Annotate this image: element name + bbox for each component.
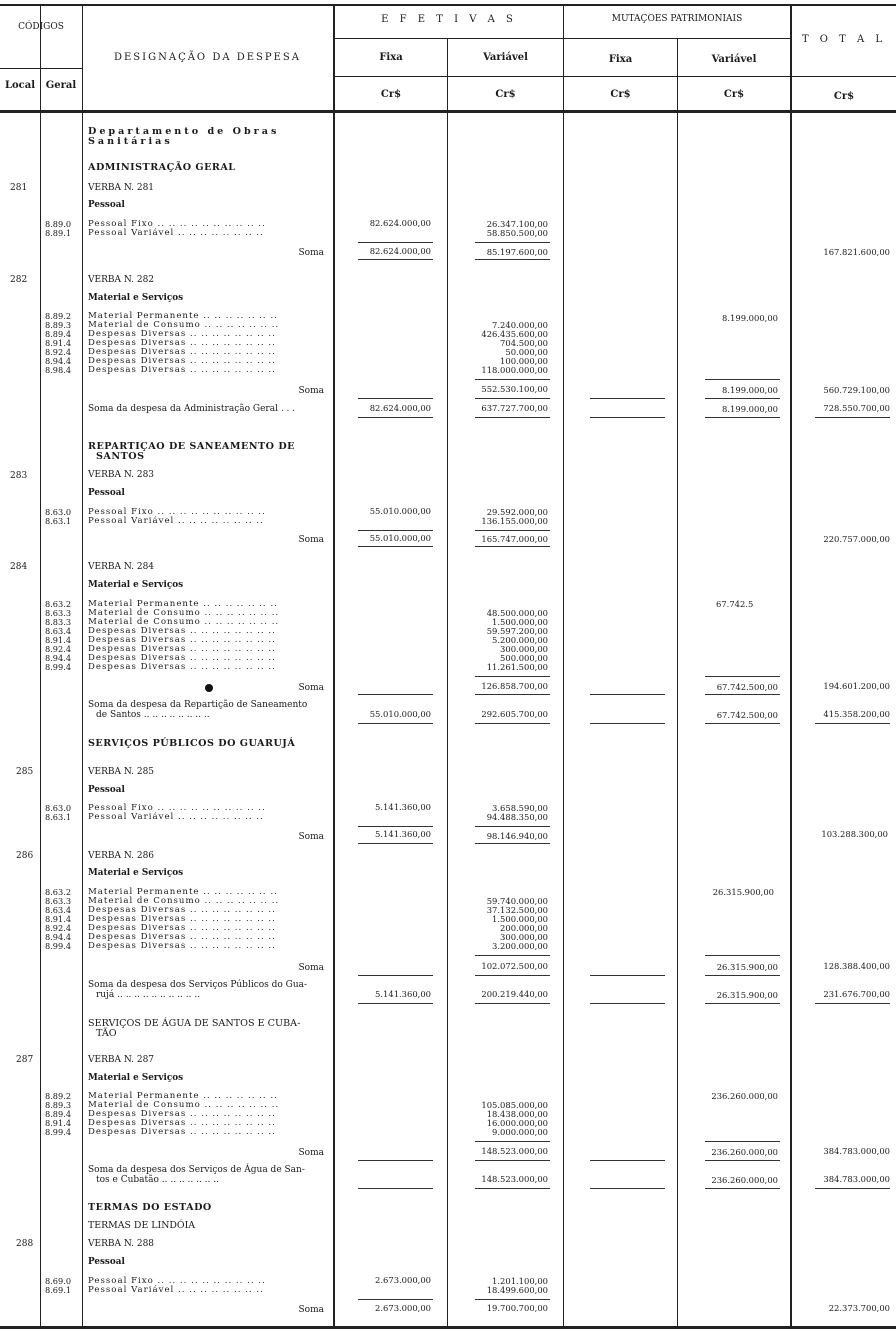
sum-line xyxy=(358,843,433,844)
sum-line xyxy=(705,1160,780,1161)
sum-line xyxy=(705,676,780,677)
total-281: 167.821.600,00 xyxy=(823,247,890,257)
item-label: Material de Consumo .. .. .. .. .. .. .. xyxy=(88,896,280,906)
sum-line xyxy=(475,694,550,695)
section-title-guaruja: SERVIÇOS PÚBLICOS DO GUARUJÁ xyxy=(88,738,296,749)
variavel-value: 426.435.600,00 xyxy=(481,329,548,339)
total-286: 128.388.400,00 xyxy=(823,961,890,971)
sum-line xyxy=(475,723,550,724)
header-line-codes xyxy=(0,68,40,69)
header-line-codes-2 xyxy=(40,68,82,69)
section-title-agua-2: TÃO xyxy=(96,1028,117,1039)
sum-line xyxy=(358,259,433,260)
fixa-value: 55.010.000,00 xyxy=(369,506,431,516)
section-total-label-2a: Soma da despesa da Repartição de Saneamento xyxy=(88,700,308,710)
item-label: Material de Consumo .. .. .. .. .. .. .. xyxy=(88,320,280,330)
sum-line xyxy=(815,1188,890,1189)
variavel-value: 7.240.000,00 xyxy=(492,320,548,330)
sum-line xyxy=(705,723,780,724)
item-label: Despesas Diversas .. .. .. .. .. .. .. .. xyxy=(88,905,276,915)
sum-line xyxy=(475,1003,550,1004)
variavel-value: 59.597.200,00 xyxy=(486,626,548,636)
variavel-value: 48.500.000,00 xyxy=(486,608,548,618)
soma-label-288: Soma xyxy=(298,1305,324,1315)
item-label: Pessoal Fixo .. .. .. .. .. .. .. .. .. .. xyxy=(88,507,266,517)
section-total-variavel-1: 637.727.700,00 xyxy=(481,403,548,413)
variavel-value: 1.500.000,00 xyxy=(492,617,548,627)
variavel-value: 136.155.000,00 xyxy=(481,516,548,526)
currency-total: Cr$ xyxy=(833,91,855,102)
sum-line xyxy=(475,1160,550,1161)
group-label-281: Pessoal xyxy=(88,200,125,210)
item-label: Despesas Diversas .. .. .. .. .. .. .. .. xyxy=(88,365,276,375)
soma-label-283: Soma xyxy=(298,535,324,545)
mut-variavel-value: 236.260.000,00 xyxy=(711,1091,778,1101)
section-total-variavel-4: 148.523.000,00 xyxy=(481,1174,548,1184)
variavel-value: 300.000,00 xyxy=(500,932,548,942)
total-282: 560.729.100,00 xyxy=(823,385,890,395)
soma-fixa-283: 55.010.000,00 xyxy=(369,533,431,543)
sum-line xyxy=(358,975,433,976)
geral-code: 8.89.4 xyxy=(45,1109,72,1119)
item-label: Material de Consumo .. .. .. .. .. .. .. xyxy=(88,608,280,618)
verba-label-282: VERBA N. 282 xyxy=(88,275,155,285)
total-283: 220.757.000,00 xyxy=(823,534,890,544)
group-label-288: Pessoal xyxy=(88,1257,125,1267)
geral-code: 8.69.1 xyxy=(45,1285,72,1295)
sum-line xyxy=(358,1188,433,1189)
item-label: Pessoal Variável .. .. .. .. .. .. .. .. xyxy=(88,1285,264,1295)
item-label: Pessoal Fixo .. .. .. .. .. .. .. .. .. .. xyxy=(88,803,266,813)
variavel-value: 200.000,00 xyxy=(500,923,548,933)
item-label: Despesas Diversas .. .. .. .. .. .. .. .. xyxy=(88,941,276,951)
group-label-286: Material e Serviços xyxy=(88,868,184,878)
variavel-value: 5.200.000,00 xyxy=(492,635,548,645)
soma-mut-282: 8.199.000,00 xyxy=(722,385,778,395)
geral-code: 8.63.3 xyxy=(45,896,72,906)
variavel-value: 58.850.500,00 xyxy=(486,228,548,238)
soma-label-282: Soma xyxy=(298,386,324,396)
sum-line xyxy=(590,398,665,399)
section-title-reparticao-2: SANTOS xyxy=(96,451,145,462)
section-total-label-1: Soma da despesa da Administração Geral . . . xyxy=(88,404,296,414)
header-bottom-border xyxy=(0,110,896,113)
col-rule-local xyxy=(40,6,41,1326)
sum-line xyxy=(815,723,890,724)
geral-code: 8.92.4 xyxy=(45,347,72,357)
verba-label-283: VERBA N. 283 xyxy=(88,470,155,480)
group-label-287: Material e Serviços xyxy=(88,1073,184,1083)
local-code-282: 282 xyxy=(10,275,28,285)
item-label: Despesas Diversas .. .. .. .. .. .. .. .. xyxy=(88,932,276,942)
soma-mut-286: 26.315.900,00 xyxy=(716,962,778,972)
sum-line xyxy=(475,417,550,418)
mut-variavel-value: 26.315.900,00 xyxy=(712,887,774,897)
sum-line xyxy=(358,398,433,399)
geral-code: 8.94.4 xyxy=(45,653,72,663)
group-label-282: Material e Serviços xyxy=(88,293,184,303)
sum-line xyxy=(705,1141,780,1142)
currency-mut-fixa: Cr$ xyxy=(610,89,631,100)
mut-variavel-value: 8.199.000,00 xyxy=(722,313,778,323)
fixa-value: 82.624.000,00 xyxy=(369,218,431,228)
item-label: Despesas Diversas .. .. .. .. .. .. .. .. xyxy=(88,1118,276,1128)
soma-fixa-281: 82.624.000,00 xyxy=(369,246,431,256)
item-label: Material de Consumo .. .. .. .. .. .. .. xyxy=(88,617,280,627)
section-total-label-4b: tos e Cubatão .. .. .. .. .. .. .. xyxy=(96,1175,219,1185)
header-geral: Geral xyxy=(45,80,77,91)
geral-code: 8.89.0 xyxy=(45,219,72,229)
col-rule-mutacoes xyxy=(790,6,792,1326)
sum-line xyxy=(475,975,550,976)
geral-code: 8.89.2 xyxy=(45,311,72,321)
soma-variavel-282: 552.530.100,00 xyxy=(481,384,548,394)
variavel-value: 18.438.000,00 xyxy=(486,1109,548,1119)
col-rule-efetivas xyxy=(563,6,564,1326)
sum-line xyxy=(358,694,433,695)
sum-line xyxy=(475,1188,550,1189)
sum-line xyxy=(358,546,433,547)
soma-variavel-285: 98.146.940,00 xyxy=(486,831,548,841)
geral-code: 8.89.3 xyxy=(45,320,72,330)
sum-line xyxy=(705,955,780,956)
dept-title-line1: Departamento de Obras xyxy=(88,126,280,137)
sum-line xyxy=(475,259,550,260)
sum-line xyxy=(358,1299,433,1300)
sum-line xyxy=(590,417,665,418)
item-label: Material Permanente .. .. .. .. .. .. .. xyxy=(88,599,278,609)
sum-line xyxy=(358,1160,433,1161)
verba-label-287: VERBA N. 287 xyxy=(88,1055,155,1065)
variavel-value: 59.740.000,00 xyxy=(486,896,548,906)
group-label-285: Pessoal xyxy=(88,785,125,795)
item-label: Despesas Diversas .. .. .. .. .. .. .. .. xyxy=(88,635,276,645)
soma-variavel-284: 126.858.700,00 xyxy=(481,681,548,691)
item-label: Despesas Diversas .. .. .. .. .. .. .. .. xyxy=(88,653,276,663)
geral-code: 8.63.4 xyxy=(45,626,72,636)
variavel-value: 100.000,00 xyxy=(500,356,548,366)
section-total-label-3a: Soma da despesa dos Serviços Públicos do Gua- xyxy=(88,980,308,990)
header-total: T O T A L xyxy=(801,34,887,45)
variavel-value: 9.000.000,00 xyxy=(492,1127,548,1137)
header-variavel: Variável xyxy=(483,52,528,63)
geral-code: 8.91.4 xyxy=(45,1118,72,1128)
header-designacao: DESIGNAÇÃO DA DESPESA xyxy=(113,52,301,63)
verba-label-286: VERBA N. 286 xyxy=(88,851,155,861)
item-label: Despesas Diversas .. .. .. .. .. .. .. .. xyxy=(88,338,276,348)
geral-code: 8.89.2 xyxy=(45,1091,72,1101)
sum-line xyxy=(590,694,665,695)
geral-code: 8.63.1 xyxy=(45,516,72,526)
item-label: Material Permanente .. .. .. .. .. .. .. xyxy=(88,1091,278,1101)
variavel-value: 18.499.600,00 xyxy=(486,1285,548,1295)
geral-code: 8.63.4 xyxy=(45,905,72,915)
geral-code: 8.99.4 xyxy=(45,941,72,951)
soma-variavel-286: 102.072.500,00 xyxy=(481,961,548,971)
sum-line xyxy=(590,1003,665,1004)
sum-line xyxy=(358,417,433,418)
sum-line xyxy=(705,417,780,418)
sum-line xyxy=(590,723,665,724)
item-label: Despesas Diversas .. .. .. .. .. .. .. .. xyxy=(88,914,276,924)
section-total-mut-4: 236.260.000,00 xyxy=(711,1175,778,1185)
header-codigos: CÓDIGOS xyxy=(18,22,64,32)
group-label-283: Pessoal xyxy=(88,488,125,498)
section-title-termas: TERMAS DO ESTADO xyxy=(88,1202,212,1213)
sum-line xyxy=(475,1141,550,1142)
geral-code: 8.83.3 xyxy=(45,617,72,627)
geral-code: 8.63.3 xyxy=(45,608,72,618)
geral-code: 8.99.4 xyxy=(45,662,72,672)
variavel-value: 50.000,00 xyxy=(505,347,548,357)
mut-variavel-value: 67.742.5 xyxy=(716,599,754,609)
sum-line xyxy=(475,1299,550,1300)
item-label: Material Permanente .. .. .. .. .. .. .. xyxy=(88,887,278,897)
soma-variavel-281: 85.197.600,00 xyxy=(486,247,548,257)
soma-label-286: Soma xyxy=(298,963,324,973)
local-code-287: 287 xyxy=(16,1055,34,1065)
geral-code: 8.89.1 xyxy=(45,228,72,238)
item-label: Material Permanente .. .. .. .. .. .. .. xyxy=(88,311,278,321)
geral-code: 8.63.2 xyxy=(45,599,72,609)
sum-line xyxy=(815,1003,890,1004)
variavel-value: 105.085.000,00 xyxy=(481,1100,548,1110)
soma-mut-284: 67.742.500,00 xyxy=(716,682,778,692)
sum-line xyxy=(705,975,780,976)
currency-variavel: Cr$ xyxy=(495,89,516,100)
sum-line xyxy=(705,694,780,695)
soma-variavel-288: 19.700.700,00 xyxy=(486,1303,548,1313)
sum-line xyxy=(475,676,550,677)
header-efetivas: E F E T I V A S xyxy=(381,14,517,25)
group-label-284: Material e Serviços xyxy=(88,580,184,590)
section-total-fixa-3: 5.141.360,00 xyxy=(375,989,431,999)
currency-fixa: Cr$ xyxy=(380,89,402,100)
header-fixa: Fixa xyxy=(379,52,403,63)
sum-line xyxy=(590,1188,665,1189)
local-code-286: 286 xyxy=(16,851,34,861)
sum-line xyxy=(358,242,433,243)
item-label: Despesas Diversas .. .. .. .. .. .. .. .. xyxy=(88,1127,276,1137)
header-line-1 xyxy=(335,38,790,39)
item-label: Despesas Diversas .. .. .. .. .. .. .. .. xyxy=(88,329,276,339)
section-total-mut-1: 8.199.000,00 xyxy=(722,404,778,414)
section-total-variavel-3: 200.219.440,00 xyxy=(481,989,548,999)
item-label: Pessoal Variável .. .. .. .. .. .. .. .. xyxy=(88,812,264,822)
currency-mut-variavel: Cr$ xyxy=(723,89,745,100)
soma-label-287: Soma xyxy=(298,1148,324,1158)
geral-code: 8.63.1 xyxy=(45,812,72,822)
variavel-value: 94.488.350,00 xyxy=(486,812,548,822)
variavel-value: 1.201.100,00 xyxy=(492,1276,548,1286)
item-label: Material de Consumo .. .. .. .. .. .. .. xyxy=(88,1100,280,1110)
section-total-total-1: 728.550.700,00 xyxy=(823,403,890,413)
geral-code: 8.94.4 xyxy=(45,356,72,366)
soma-variavel-287: 148.523.000,00 xyxy=(481,1146,548,1156)
section-total-fixa-2: 55.010.000,00 xyxy=(369,709,431,719)
col-rule-designacao xyxy=(333,6,335,1326)
section-total-total-3: 231.676.700,00 xyxy=(823,989,890,999)
variavel-value: 26.347.100,00 xyxy=(486,219,548,229)
geral-code: 8.63.0 xyxy=(45,507,72,517)
item-label: Pessoal Fixo .. .. .. .. .. .. .. .. .. .. xyxy=(88,219,266,229)
section-total-label-4a: Soma da despesa dos Serviços de Água de San- xyxy=(88,1165,305,1175)
sum-line xyxy=(475,843,550,844)
header-mut-fixa: Fixa xyxy=(608,54,633,65)
variavel-value: 29.592.000,00 xyxy=(486,507,548,517)
variavel-value: 11.261.500,00 xyxy=(486,662,548,672)
header-line-2 xyxy=(335,76,896,77)
item-label: Pessoal Fixo .. .. .. .. .. .. .. .. .. .. xyxy=(88,1276,266,1286)
verba-label-281: VERBA N. 281 xyxy=(88,183,155,193)
dept-title-line2: Sanitárias xyxy=(88,136,173,147)
local-code-284: 284 xyxy=(10,562,28,572)
soma-label-281: Soma xyxy=(298,248,324,258)
variavel-value: 3.200.000,00 xyxy=(492,941,548,951)
local-code-283: 283 xyxy=(10,471,28,481)
sum-line xyxy=(358,723,433,724)
section-total-mut-3: 26.315.900,00 xyxy=(716,990,778,1000)
item-label: Despesas Diversas .. .. .. .. .. .. .. .. xyxy=(88,347,276,357)
geral-code: 8.91.4 xyxy=(45,914,72,924)
section-title-administracao: ADMINISTRAÇÃO GERAL xyxy=(88,162,236,173)
sum-line xyxy=(358,1003,433,1004)
soma-fixa-285: 5.141.360,00 xyxy=(375,829,431,839)
fixa-value: 5.141.360,00 xyxy=(375,802,431,812)
variavel-value: 500.000,00 xyxy=(500,653,548,663)
section-total-label-3b: rujá .. .. .. .. .. .. .. .. .. .. xyxy=(96,990,201,1000)
bottom-border xyxy=(0,1326,896,1329)
sum-line xyxy=(475,530,550,531)
item-label: Despesas Diversas .. .. .. .. .. .. .. .. xyxy=(88,662,276,672)
item-label: Pessoal Variável .. .. .. .. .. .. .. .. xyxy=(88,516,264,526)
sum-line xyxy=(358,826,433,827)
section-total-total-4: 384.783.000,00 xyxy=(823,1174,890,1184)
local-code-281: 281 xyxy=(10,183,28,193)
variavel-value: 3.658.590,00 xyxy=(492,803,548,813)
total-284: 194.601.200,00 xyxy=(823,681,890,691)
sum-line xyxy=(475,826,550,827)
geral-code: 8.63.0 xyxy=(45,803,72,813)
sum-line xyxy=(705,1188,780,1189)
item-label: Despesas Diversas .. .. .. .. .. .. .. .. xyxy=(88,923,276,933)
fixa-value: 2.673.000,00 xyxy=(375,1275,431,1285)
sum-line xyxy=(705,398,780,399)
verba-label-285: VERBA N. 285 xyxy=(88,767,155,777)
section-total-variavel-2: 292.605.700,00 xyxy=(481,709,548,719)
total-287: 384.783.000,00 xyxy=(823,1146,890,1156)
sum-line xyxy=(590,975,665,976)
sum-line xyxy=(705,379,780,380)
variavel-value: 300.000,00 xyxy=(500,644,548,654)
section-title-reparticao-1: REPARTIÇAO DE SANEAMENTO DE xyxy=(88,441,295,452)
geral-code: 8.92.4 xyxy=(45,923,72,933)
item-label: Despesas Diversas .. .. .. .. .. .. .. .. xyxy=(88,356,276,366)
section-total-fixa-1: 82.624.000,00 xyxy=(369,403,431,413)
item-label: Despesas Diversas .. .. .. .. .. .. .. .. xyxy=(88,626,276,636)
sum-line xyxy=(815,417,890,418)
soma-mut-287: 236.260.000,00 xyxy=(711,1147,778,1157)
local-code-288: 288 xyxy=(16,1239,34,1249)
geral-code: 8.99.4 xyxy=(45,1127,72,1137)
variavel-value: 704.500,00 xyxy=(500,338,548,348)
header-mut-variavel: Variável xyxy=(711,54,757,65)
sum-line xyxy=(475,379,550,380)
sum-line xyxy=(590,1160,665,1161)
geral-code: 8.91.4 xyxy=(45,338,72,348)
section-subtitle-lindoia: TERMAS DE LINDÓIA xyxy=(88,1220,196,1231)
geral-code: 8.89.3 xyxy=(45,1100,72,1110)
geral-code: 8.98.4 xyxy=(45,365,72,375)
top-border xyxy=(0,4,896,6)
geral-code: 8.89.4 xyxy=(45,329,72,339)
item-label: Despesas Diversas .. .. .. .. .. .. .. .. xyxy=(88,644,276,654)
sum-line xyxy=(705,1003,780,1004)
section-total-label-2b: de Santos .. .. .. .. .. .. .. .. xyxy=(96,710,210,720)
sum-line xyxy=(475,242,550,243)
soma-label-285: Soma xyxy=(298,832,324,842)
item-label: Despesas Diversas .. .. .. .. .. .. .. .. xyxy=(88,1109,276,1119)
variavel-value: 37.132.500,00 xyxy=(486,905,548,915)
variavel-value: 1.500.000,00 xyxy=(492,914,548,924)
header-mutacoes: MUTAÇOES PATRIMONIAIS xyxy=(611,14,743,24)
sum-line xyxy=(358,530,433,531)
geral-code: 8.92.4 xyxy=(45,644,72,654)
col-rule-mut-fixa xyxy=(677,38,678,1326)
geral-code: 8.63.2 xyxy=(45,887,72,897)
total-288: 22.373.700,00 xyxy=(828,1303,890,1313)
geral-code: 8.69.0 xyxy=(45,1276,72,1286)
sum-line xyxy=(475,955,550,956)
variavel-value: 16.000.000,00 xyxy=(486,1118,548,1128)
item-label: Pessoal Variável .. .. .. .. .. .. .. .. xyxy=(88,228,264,238)
local-code-285: 285 xyxy=(16,767,34,777)
col-rule-geral xyxy=(82,6,83,1326)
verba-label-288: VERBA N. 288 xyxy=(88,1239,155,1249)
section-total-total-2: 415.358.200,00 xyxy=(823,709,890,719)
section-total-mut-2: 67.742.500,00 xyxy=(716,710,778,720)
header-local: Local xyxy=(4,80,36,91)
geral-code: 8.91.4 xyxy=(45,635,72,645)
sum-line xyxy=(475,546,550,547)
soma-variavel-283: 165.747.000,00 xyxy=(481,534,548,544)
total-285: 103.288.300,00 xyxy=(821,829,888,839)
variavel-value: 118.000.000,00 xyxy=(481,365,548,375)
section-title-agua-1: SERVIÇOS DE ÁGUA DE SANTOS E CUBA- xyxy=(88,1018,301,1029)
verba-label-284: VERBA N. 284 xyxy=(88,562,155,572)
soma-label-284: Soma xyxy=(298,683,324,693)
sum-line xyxy=(475,398,550,399)
soma-fixa-288: 2.673.000,00 xyxy=(375,1303,431,1313)
geral-code: 8.94.4 xyxy=(45,932,72,942)
